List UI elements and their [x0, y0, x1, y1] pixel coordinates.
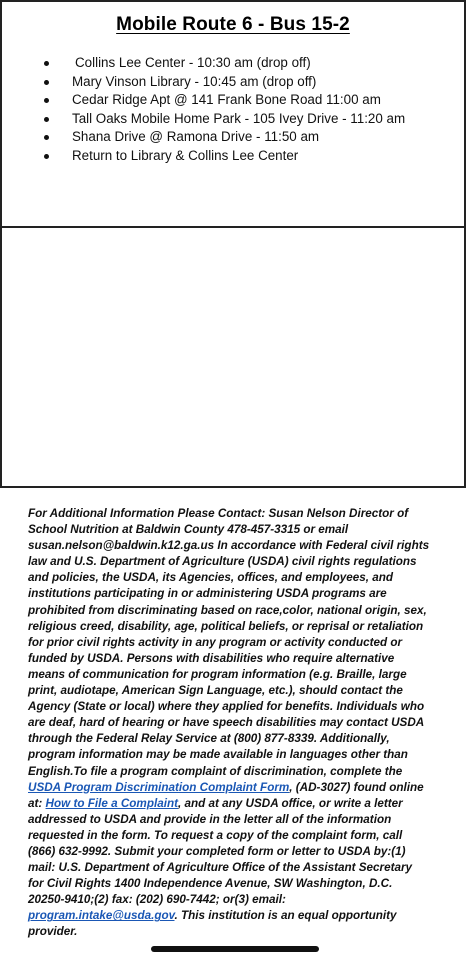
notice-text: . This institution is an equal opportunity: [174, 909, 397, 923]
bullet-icon: [44, 117, 49, 122]
notice-line: 20250-9410;(2) fax: (202) 690-7442; or(3) email:: [28, 893, 286, 907]
notice-line: law and U.S. Department of Agriculture (USDA) civil rights regulations: [28, 555, 417, 569]
notice-line: requested in the form. To request a copy of the complaint form, call: [28, 828, 403, 842]
notice-line: religious creed, disability, age, political beliefs, or reprisal or retaliation: [28, 619, 424, 633]
notice-line: through the Federal Relay Service at (800) 877-8339. Additionally,: [28, 732, 390, 746]
empty-cell: [2, 228, 464, 486]
notice-text: , and at any USDA office, or write a letter: [178, 796, 403, 810]
bullet-icon: [44, 98, 49, 103]
stop-text: Shana Drive @ Ramona Drive - 11:50 am: [72, 129, 320, 145]
notice-line: susan.nelson@baldwin.k12.ga.us In accordance with Federal civil rights: [28, 539, 430, 553]
notice-line: and policies, the USDA, its Agencies, offices, and employees, and: [28, 571, 394, 585]
route-title: Mobile Route 6 - Bus 15-2: [116, 14, 350, 35]
route-stops-list: [42, 54, 405, 166]
home-indicator[interactable]: [151, 946, 319, 952]
stop-text: Mary Vinson Library - 10:45 am (drop off): [72, 73, 317, 89]
notice-line: means of communication for program information (e.g. Braille, large: [28, 667, 407, 681]
bullet-icon: [44, 154, 49, 159]
how-to-file-complaint-link[interactable]: How to File a Complaint: [45, 796, 178, 810]
list-item: [42, 128, 405, 147]
list-item: [42, 73, 405, 92]
notice-line: [28, 908, 448, 924]
stop-text: Return to Library & Collins Lee Center: [72, 147, 299, 163]
notice-line: [28, 796, 448, 812]
bullet-icon: [44, 80, 49, 85]
notice-line: for prior civil rights activity in any program or activity conducted or: [28, 635, 403, 649]
notice-line: addressed to USDA and provide in the letter all of the information: [28, 812, 392, 826]
notice-line: institutions participating in or administering USDA programs are: [28, 587, 387, 601]
notice-line: print, audiotape, American Sign Language, etc.), should contact the: [28, 684, 403, 698]
list-item: [42, 91, 405, 110]
bullet-icon: [44, 135, 49, 140]
notice-line: (866) 632-9992. Submit your completed form or letter to USDA by:(1): [28, 844, 406, 858]
email-link[interactable]: program.intake@usda.gov: [28, 909, 175, 923]
route-info-cell: [2, 2, 464, 228]
list-item: [42, 54, 405, 73]
stop-text: Collins Lee Center - 10:30 am (drop off): [75, 55, 311, 70]
notice-line: English.To file a program complaint of discrimination, complete the: [28, 764, 403, 778]
notice-line: prohibited from discriminating based on race,color, national origin, sex,: [28, 603, 427, 617]
notice-line: provider.: [28, 925, 78, 939]
notice-line: [28, 780, 448, 796]
notice-text: , (AD-3027) found online: [289, 780, 424, 794]
notice-line: mail: U.S. Department of Agriculture Office of the Assistant Secretary: [28, 861, 413, 875]
bullet-icon: [44, 61, 49, 66]
notice-line: program information may be made available in languages other than: [28, 748, 408, 762]
nondiscrimination-notice: [28, 506, 448, 941]
notice-line: Agency (State or local) where they applied for benefits. Individuals who: [28, 700, 425, 714]
list-item: [42, 110, 405, 129]
stop-text: Cedar Ridge Apt @ 141 Frank Bone Road 11:00 am: [72, 92, 381, 108]
notice-text: at:: [28, 796, 46, 810]
complaint-form-link[interactable]: USDA Program Discrimination Complaint Form: [28, 780, 290, 794]
notice-line: are deaf, hard of hearing or have speech disabilities may contact USDA: [28, 716, 425, 730]
notice-line: for Civil Rights 1400 Independence Avenue, SW Washington, D.C.: [28, 877, 393, 891]
notice-line: funded by USDA. Persons with disabilities who require alternative: [28, 651, 395, 665]
notice-line: For Additional Information Please Contact: Susan Nelson Director of: [28, 507, 409, 520]
stop-text: Tall Oaks Mobile Home Park - 105 Ivey Drive - 11:20 am: [72, 110, 406, 126]
notice-line: School Nutrition at Baldwin County 478-457-3315 or email: [28, 523, 349, 537]
list-item: [42, 147, 405, 166]
